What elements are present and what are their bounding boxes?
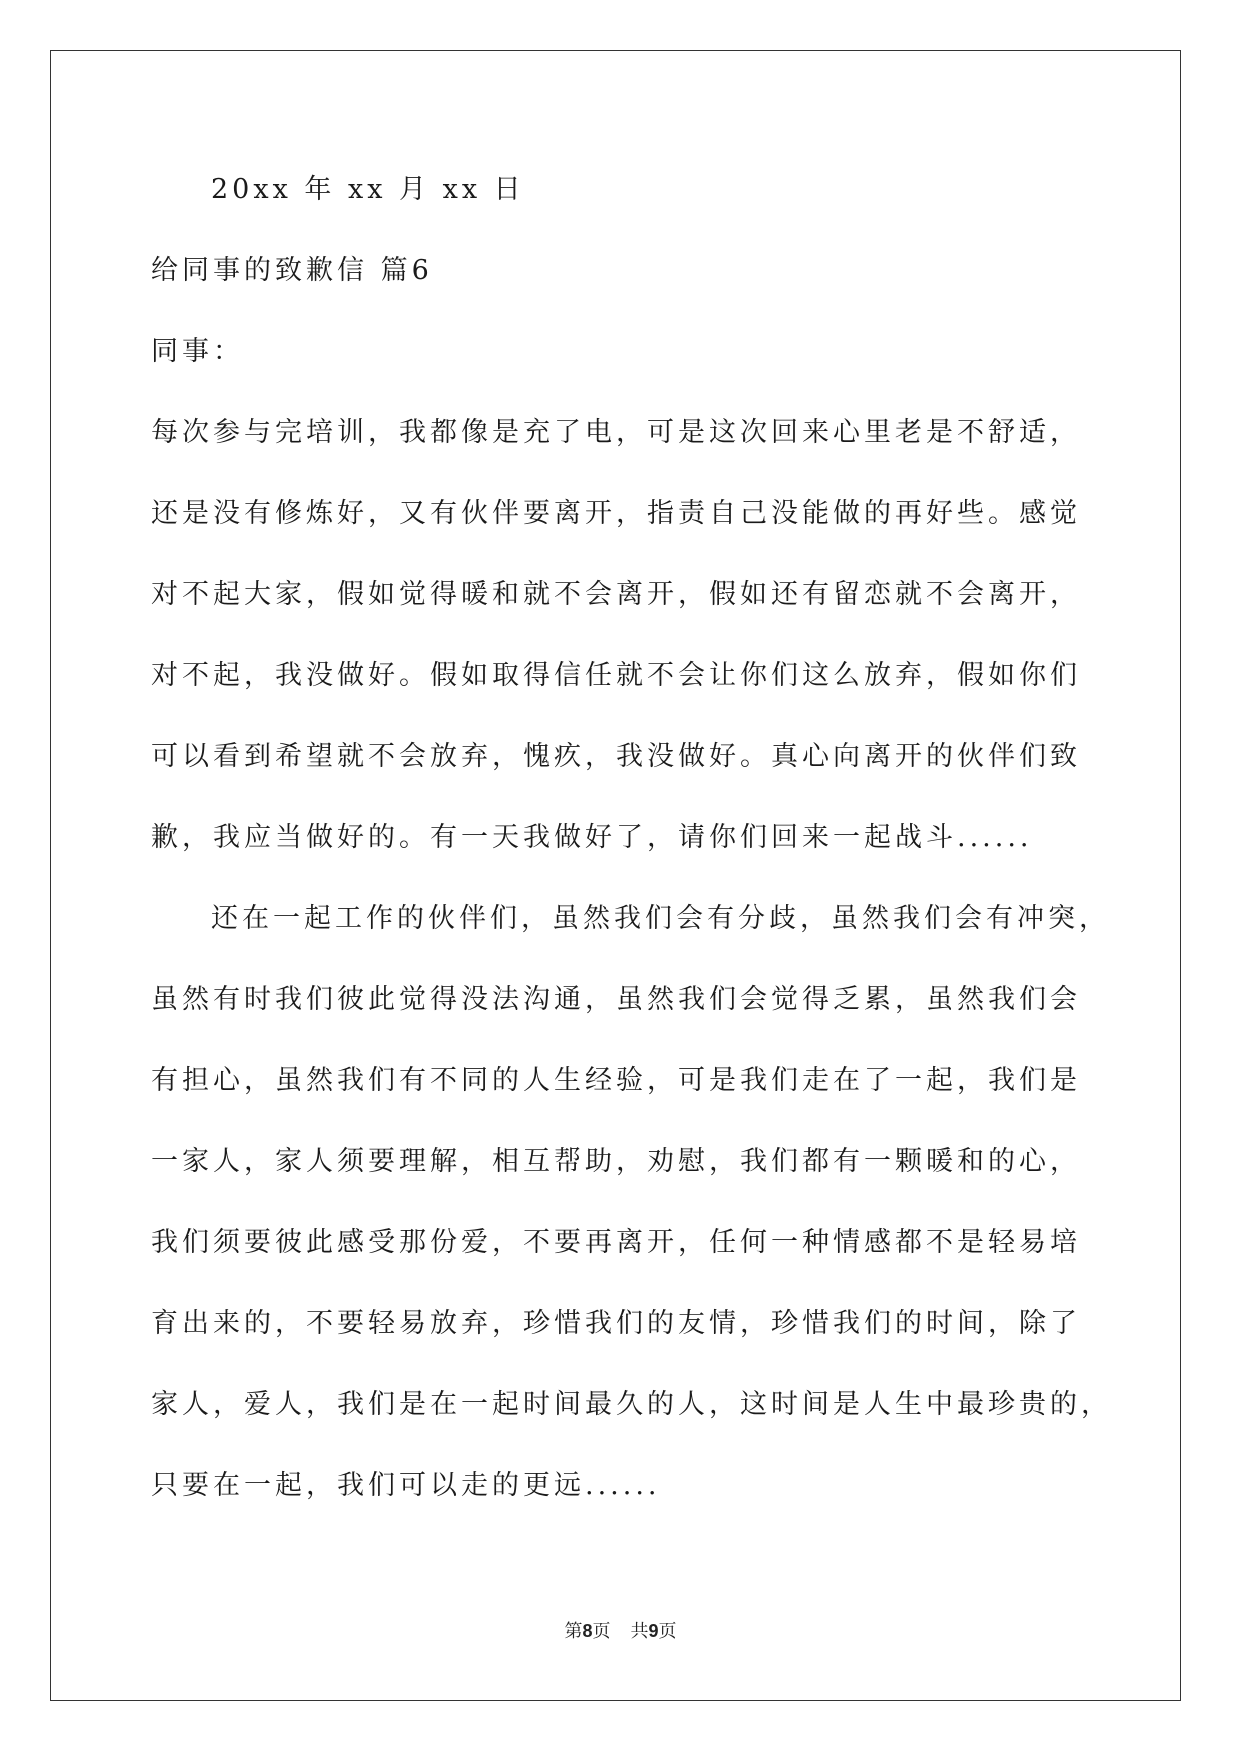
letter-salutation: 同事： <box>151 336 244 367</box>
letter-date: 20xx 年 xx 月 xx 日 <box>211 174 525 205</box>
page-prefix: 第 <box>564 1621 583 1641</box>
paragraph-line: 每次参与完培训，我都像是充了电，可是这次回来心里老是不舒适， <box>151 417 1081 448</box>
paragraph-1 <box>151 413 1111 899</box>
paragraph-line: 虽然有时我们彼此觉得没法沟通，虽然我们会觉得乏累，虽然我们会 <box>151 984 1081 1015</box>
total-suffix: 页 <box>658 1621 677 1641</box>
paragraph-line: 有担心，虽然我们有不同的人生经验，可是我们走在了一起，我们是 <box>151 1065 1081 1096</box>
paragraph-line: 可以看到希望就不会放弃，愧疚，我没做好。真心向离开的伙伴们致 <box>151 741 1081 772</box>
paragraph-line: 育出来的，不要轻易放弃，珍惜我们的友情，珍惜我们的时间，除了 <box>151 1308 1081 1339</box>
page-suffix: 页 <box>592 1621 611 1641</box>
paragraph-line: 歉，我应当做好的。有一天我做好了，请你们回来一起战斗...... <box>151 822 1033 853</box>
paragraph-line: 对不起大家，假如觉得暖和就不会离开，假如还有留恋就不会离开， <box>151 579 1081 610</box>
paragraph-line: 我们须要彼此感受那份爱，不要再离开，任何一种情感都不是轻易培 <box>151 1227 1081 1258</box>
paragraph-line: 还是没有修炼好，又有伙伴要离开，指责自己没能做的再好些。感觉 <box>151 498 1081 529</box>
paragraph-2 <box>151 899 1111 1547</box>
paragraph-line: 只要在一起，我们可以走的更远...... <box>151 1470 661 1501</box>
letter-title: 给同事的致歉信 篇6 <box>151 255 433 286</box>
paragraph-line: 还在一起工作的伙伴们，虽然我们会有分歧，虽然我们会有冲突， <box>211 903 1110 934</box>
letter-body <box>151 170 1111 1547</box>
total-pages: 9 <box>648 1621 659 1641</box>
paragraph-line: 家人，爱人，我们是在一起时间最久的人，这时间是人生中最珍贵的， <box>151 1389 1112 1420</box>
paragraph-line: 一家人，家人须要理解，相互帮助，劝慰，我们都有一颗暖和的心， <box>151 1146 1081 1177</box>
paragraph-line: 对不起，我没做好。假如取得信任就不会让你们这么放弃，假如你们 <box>151 660 1081 691</box>
page-footer <box>0 1617 1241 1643</box>
page-number: 8 <box>582 1621 593 1641</box>
total-prefix: 共 <box>630 1621 649 1641</box>
